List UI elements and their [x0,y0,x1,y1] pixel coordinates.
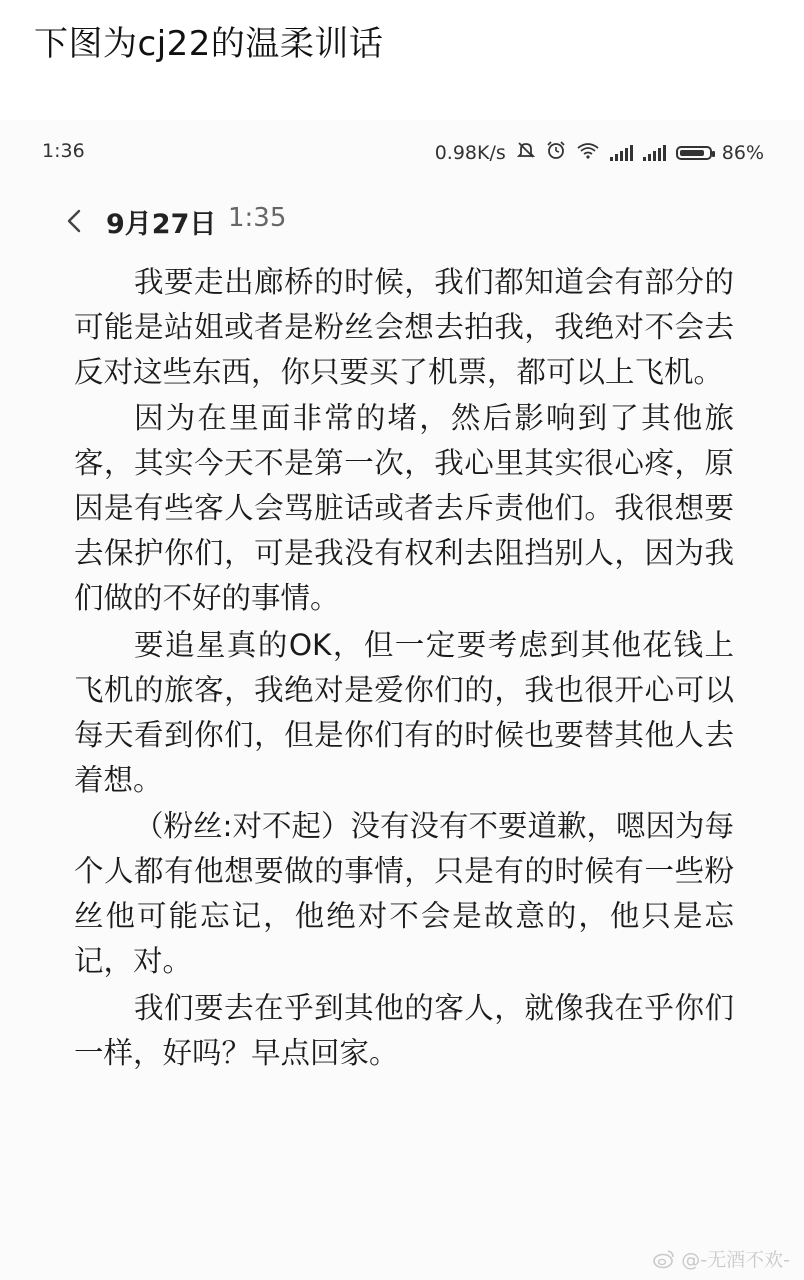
mute-icon [516,140,536,165]
signal-icon [643,145,666,161]
status-time: 1:36 [42,140,85,162]
weibo-logo-icon [653,1249,675,1269]
note-paragraph: 我要走出廊桥的时候，我们都知道会有部分的可能是站姐或者是粉丝会想去拍我，我绝对不会去反对这些东西，你只要买了机票，都可以上飞机。 [74,265,734,389]
watermark-text: @-无酒不欢- [681,1249,790,1271]
note-time: 1:35 [228,203,287,233]
phone-screenshot [0,120,804,1280]
chevron-left-icon[interactable] [60,206,90,236]
note-header [0,202,804,242]
note-body[interactable] [74,260,734,1077]
image-caption: 下图为cj22的温柔训话 [34,24,384,64]
signal-icon [610,145,633,161]
status-bar [0,134,804,168]
status-indicators [435,140,764,165]
note-paragraph: 要追星真的OK，但一定要考虑到其他花钱上飞机的旅客，我绝对是爱你们的，我也很开心可以每天看到你们，但是你们有的时候也要替其他人去着想。 [74,627,734,797]
watermark [653,1245,790,1272]
note-paragraph: （粉丝:对不起）没有没有不要道歉，嗯因为每个人都有他想要做的事情，只是有的时候有一些粉丝他可能忘记，他绝对不会是故意的，他只是忘记，对。 [74,809,734,979]
wifi-icon [576,141,600,164]
network-speed: 0.98K/s [434,141,506,164]
battery-icon [676,146,712,160]
note-date: 9月27日 [106,209,217,240]
battery-fill [680,150,704,156]
note-paragraph: 我们要去在乎到其他的客人，就像我在乎你们一样，好吗？早点回家。 [74,990,734,1070]
note-paragraph: 因为在里面非常的堵，然后影响到了其他旅客，其实今天不是第一次，我心里其实很心疼，原因是有些客人会骂脏话或者去斥责他们。我很想要去保护你们，可是我没有权利去阻挡别人，因为我们做的不好的事情。 [74,401,734,616]
alarm-icon [546,140,566,165]
battery-percent: 86% [721,141,764,164]
